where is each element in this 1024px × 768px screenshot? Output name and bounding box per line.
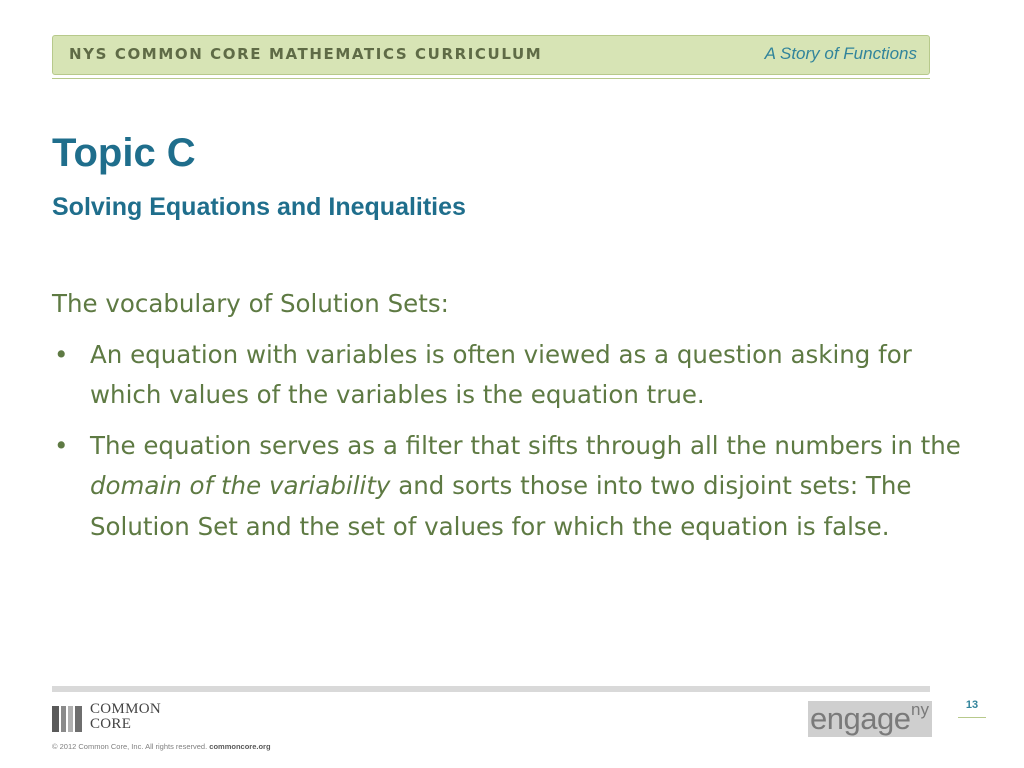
list-item [52, 426, 972, 548]
content-intro: The vocabulary of Solution Sets: [52, 289, 449, 318]
slide-number: 13 [965, 699, 979, 711]
bullet-icon: • [54, 339, 69, 369]
common-core-wordmark [90, 702, 161, 732]
footer-divider [52, 686, 930, 692]
logo-line: CORE [90, 716, 132, 732]
copyright-site: commoncore.org [209, 742, 271, 751]
slide-number-underline [958, 717, 986, 718]
header-divider [52, 78, 930, 79]
page-subtitle: Solving Equations and Inequalities [52, 193, 466, 221]
bullet-icon: • [54, 430, 69, 460]
engage-wordmark: engage [810, 701, 911, 736]
copyright-text: © 2012 Common Core, Inc. All rights reserved. [52, 742, 208, 751]
logo-line: COMMON [90, 701, 161, 717]
header-banner [52, 35, 930, 75]
bullet-text: An equation with variables is often viewed as a question asking for which values of the variables is the equation true. [90, 339, 912, 409]
engageny-logo [808, 701, 932, 737]
slide-content [52, 284, 972, 557]
bullet-text-end: and sorts those into two disjoint sets: The Solution Set and the set of values for which the equation is false. [90, 471, 912, 541]
curriculum-title: NYS COMMON CORE MATHEMATICS CURRICULUM [69, 45, 543, 63]
common-core-bars-icon [52, 706, 84, 732]
bullet-text-start: The equation serves as a filter that sifts through all the numbers in the [90, 430, 961, 460]
common-core-logo [52, 701, 192, 736]
list-item [52, 335, 972, 416]
page-title: Topic C [52, 131, 196, 175]
copyright-notice [52, 742, 271, 751]
engage-superscript: ny [911, 701, 929, 719]
bullet-text-emphasis: domain of the variability [90, 471, 391, 500]
story-title: A Story of Functions [764, 44, 917, 63]
